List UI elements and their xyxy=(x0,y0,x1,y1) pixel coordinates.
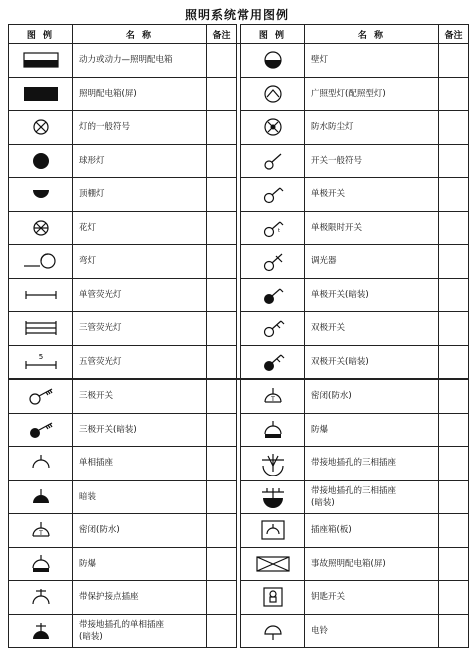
legend-symbol xyxy=(9,111,73,145)
legend-note xyxy=(207,178,237,212)
legend-note xyxy=(439,614,469,648)
legend-name xyxy=(73,278,207,312)
legend-name-text: 带保护接点插座 xyxy=(79,592,139,603)
legend-name xyxy=(73,211,207,245)
table-row xyxy=(9,480,469,514)
table-row xyxy=(9,547,469,581)
legend-name-text: 事故照明配电箱(屏) xyxy=(311,558,386,569)
legend-name xyxy=(305,614,439,648)
legend-symbol xyxy=(241,447,305,481)
legend-name xyxy=(305,480,439,514)
legend-symbol xyxy=(9,77,73,111)
legend-symbol xyxy=(9,44,73,78)
legend-name-text: 灯的一般符号 xyxy=(79,122,131,133)
legend-name xyxy=(73,111,207,145)
legend-name-text: 五管荧光灯 xyxy=(79,356,122,367)
legend-name-text: 三管荧光灯 xyxy=(79,323,122,334)
legend-note xyxy=(439,278,469,312)
legend-symbol xyxy=(9,379,73,413)
legend-name xyxy=(305,44,439,78)
legend-symbol xyxy=(9,547,73,581)
legend-name-text: 插座箱(板) xyxy=(311,525,352,536)
switch-general-icon xyxy=(252,148,294,174)
legend-name-text: 调光器 xyxy=(311,256,337,267)
socket-concealed-icon xyxy=(20,484,62,510)
legend-name xyxy=(73,447,207,481)
legend-symbol xyxy=(241,614,305,648)
socket-protected-icon xyxy=(20,584,62,610)
legend-note xyxy=(207,245,237,279)
socket-ground-icon xyxy=(20,618,62,644)
legend-name xyxy=(73,413,207,447)
legend-name-text: 双极开关(暗装) xyxy=(311,356,369,367)
legend-note xyxy=(439,514,469,548)
double-switch-concealed-icon xyxy=(252,349,294,375)
table-row xyxy=(9,312,469,346)
double-switch-icon xyxy=(252,315,294,341)
panel-half-icon xyxy=(20,47,62,73)
legend-name-text: 单相插座 xyxy=(79,458,114,469)
legend-name xyxy=(73,77,207,111)
ball-lamp-icon xyxy=(20,148,62,174)
fluorescent-single-icon xyxy=(20,282,62,308)
legend-note xyxy=(439,547,469,581)
table-row xyxy=(9,144,469,178)
legend-symbol xyxy=(241,44,305,78)
socket-explosion-icon xyxy=(252,417,294,443)
bent-lamp-icon xyxy=(20,248,62,274)
legend-note xyxy=(439,144,469,178)
legend-symbol xyxy=(9,514,73,548)
legend-symbol xyxy=(241,345,305,379)
legend-name xyxy=(305,77,439,111)
dimmer-icon xyxy=(252,248,294,274)
single-switch-concealed-icon xyxy=(252,282,294,308)
fluorescent-triple-icon xyxy=(20,315,62,341)
legend-name xyxy=(305,379,439,413)
legend-symbol xyxy=(241,178,305,212)
legend-name-text: 照明配电箱(屏) xyxy=(79,88,137,99)
dustproof-lamp-icon xyxy=(252,114,294,140)
table-row xyxy=(9,514,469,548)
legend-note xyxy=(439,480,469,514)
legend-symbol xyxy=(241,278,305,312)
legend-symbol xyxy=(9,144,73,178)
legend-note xyxy=(207,514,237,548)
legend-note xyxy=(207,581,237,615)
socket-sealed-icon xyxy=(252,383,294,409)
legend-name-text: 弯灯 xyxy=(79,256,97,267)
single-switch-icon xyxy=(252,181,294,207)
legend-name-text: 花灯 xyxy=(79,222,97,233)
legend-note xyxy=(439,178,469,212)
legend-name-text: 暗装 xyxy=(79,491,97,502)
fluorescent-five-icon xyxy=(20,349,62,375)
legend-note xyxy=(439,447,469,481)
legend-symbol xyxy=(9,581,73,615)
legend-name xyxy=(305,345,439,379)
legend-note xyxy=(207,614,237,648)
legend-symbol xyxy=(241,413,305,447)
socket-box-icon xyxy=(252,517,294,543)
legend-name xyxy=(73,178,207,212)
triple-socket-icon xyxy=(252,450,294,476)
legend-note xyxy=(207,480,237,514)
legend-name xyxy=(305,178,439,212)
legend-name-text: 三极开关 xyxy=(79,391,114,402)
table-header-row xyxy=(9,25,469,44)
legend-name xyxy=(305,447,439,481)
legend-name xyxy=(305,413,439,447)
legend-name xyxy=(305,111,439,145)
legend-symbol xyxy=(9,178,73,212)
legend-name-text: 带接地插孔的三相插座 xyxy=(311,485,397,496)
legend-name-text: 单极开关(暗装) xyxy=(311,289,369,300)
legend-note xyxy=(439,379,469,413)
legend-note xyxy=(207,144,237,178)
table-row xyxy=(9,178,469,212)
legend-note xyxy=(207,278,237,312)
svg-text:T: T xyxy=(270,396,275,404)
svg-text:T: T xyxy=(38,530,43,538)
legend-name xyxy=(305,581,439,615)
legend-name xyxy=(305,514,439,548)
legend-name-text: 防爆 xyxy=(311,424,329,435)
table-row xyxy=(9,614,469,648)
legend-note xyxy=(207,211,237,245)
legend-name-text: 动力或动力—照明配电箱 xyxy=(79,55,173,66)
legend-name-text: 广照型灯(配照型灯) xyxy=(311,88,386,99)
wall-lamp-icon xyxy=(252,47,294,73)
timer-switch-icon xyxy=(252,215,294,241)
legend-name xyxy=(73,144,207,178)
header-name-left: 名 称 xyxy=(73,25,207,44)
legend-name-text: 密闭(防水) xyxy=(311,391,352,402)
legend-name xyxy=(73,312,207,346)
bell-icon xyxy=(252,618,294,644)
key-switch-icon xyxy=(252,584,294,610)
legend-symbol xyxy=(241,379,305,413)
legend-name xyxy=(305,312,439,346)
legend-note xyxy=(207,111,237,145)
legend-note xyxy=(207,379,237,413)
ceiling-lamp-icon xyxy=(20,181,62,207)
legend-note xyxy=(439,111,469,145)
legend-name xyxy=(305,144,439,178)
socket-explosion-icon xyxy=(20,551,62,577)
table-row xyxy=(9,77,469,111)
table-row xyxy=(9,278,469,312)
single-socket-icon xyxy=(20,450,62,476)
legend-name xyxy=(73,547,207,581)
legend-symbol xyxy=(241,581,305,615)
header-symbol-left: 图 例 xyxy=(9,25,73,44)
legend-note xyxy=(207,312,237,346)
legend-note xyxy=(439,581,469,615)
table-row xyxy=(9,111,469,145)
svg-text:t: t xyxy=(277,227,280,234)
table-row xyxy=(9,245,469,279)
legend-name xyxy=(73,245,207,279)
legend-symbol xyxy=(9,345,73,379)
legend-name-text: 三极开关(暗装) xyxy=(79,424,137,435)
table-row xyxy=(9,379,469,413)
header-note-left: 备注 xyxy=(207,25,237,44)
flower-lamp-icon xyxy=(20,215,62,241)
legend-name-text: 单管荧光灯 xyxy=(79,289,122,300)
table-row xyxy=(9,413,469,447)
page-title: 照明系统常用图例 xyxy=(184,8,289,22)
legend-note xyxy=(439,77,469,111)
header-symbol-right: 图 例 xyxy=(241,25,305,44)
legend-symbol xyxy=(9,413,73,447)
legend-name xyxy=(73,44,207,78)
legend-name xyxy=(73,480,207,514)
triple-switch-concealed-icon xyxy=(20,417,62,443)
legend-note xyxy=(439,345,469,379)
legend-name-text: 壁灯 xyxy=(311,55,329,66)
legend-name xyxy=(73,514,207,548)
legend-symbol xyxy=(241,245,305,279)
legend-symbol xyxy=(241,211,305,245)
legend-note xyxy=(207,447,237,481)
legend-name-text: 单极开关 xyxy=(311,189,346,200)
legend-name xyxy=(305,278,439,312)
legend-name xyxy=(305,245,439,279)
legend-name-text: 带接地插孔的三相插座 xyxy=(311,458,397,469)
legend-symbol xyxy=(9,447,73,481)
legend-note xyxy=(207,345,237,379)
legend-note xyxy=(207,77,237,111)
legend-table xyxy=(8,24,469,648)
legend-note xyxy=(439,312,469,346)
legend-symbol xyxy=(241,144,305,178)
legend-name-text: 顶棚灯 xyxy=(79,189,105,200)
legend-note xyxy=(207,44,237,78)
legend-name-suffix: (暗装) xyxy=(311,497,335,508)
legend-symbol xyxy=(241,312,305,346)
triple-switch-icon xyxy=(20,383,62,409)
legend-name-text: 电铃 xyxy=(311,625,329,636)
header-name-right: 名 称 xyxy=(305,25,439,44)
tube-count-label: 5 xyxy=(38,352,43,361)
lamp-general-icon xyxy=(20,114,62,140)
legend-symbol xyxy=(241,480,305,514)
wide-lamp-icon xyxy=(252,81,294,107)
legend-name-text: 防水防尘灯 xyxy=(311,122,354,133)
legend-symbol xyxy=(241,111,305,145)
table-row xyxy=(9,211,469,245)
legend-note xyxy=(439,245,469,279)
table-row xyxy=(9,447,469,481)
legend-name xyxy=(73,581,207,615)
legend-symbol xyxy=(9,245,73,279)
legend-name xyxy=(73,345,207,379)
legend-symbol xyxy=(9,312,73,346)
legend-name-text: 钥匙开关 xyxy=(311,592,346,603)
socket-sealed-icon xyxy=(20,517,62,543)
legend-name-suffix: (暗装) xyxy=(79,631,103,642)
legend-name-text: 球形灯 xyxy=(79,155,105,166)
legend-symbol xyxy=(241,514,305,548)
legend-name-text: 防爆 xyxy=(79,558,97,569)
legend-name-text: 双极开关 xyxy=(311,323,346,334)
legend-note xyxy=(439,211,469,245)
legend-symbol xyxy=(241,547,305,581)
legend-note xyxy=(207,413,237,447)
legend-note xyxy=(439,413,469,447)
panel-filled-icon xyxy=(20,81,62,107)
legend-name xyxy=(73,379,207,413)
table-row xyxy=(9,345,469,379)
legend-name-text: 密闭(防水) xyxy=(79,525,120,536)
legend-symbol xyxy=(9,480,73,514)
table-row xyxy=(9,44,469,78)
legend-symbol xyxy=(9,211,73,245)
legend-name-text: 开关一般符号 xyxy=(311,155,363,166)
legend-name-text: 带接地插孔的单相插座 xyxy=(79,619,165,630)
legend-note xyxy=(439,44,469,78)
legend-name-text: 单极限时开关 xyxy=(311,222,363,233)
legend-name xyxy=(305,211,439,245)
table-row xyxy=(9,581,469,615)
legend-symbol xyxy=(241,77,305,111)
emergency-panel-icon xyxy=(252,551,294,577)
legend-symbol xyxy=(9,278,73,312)
legend-note xyxy=(207,547,237,581)
legend-name xyxy=(73,614,207,648)
legend-name xyxy=(305,547,439,581)
legend-symbol xyxy=(9,614,73,648)
header-note-right: 备注 xyxy=(439,25,469,44)
triple-socket-concealed-icon xyxy=(252,484,294,510)
